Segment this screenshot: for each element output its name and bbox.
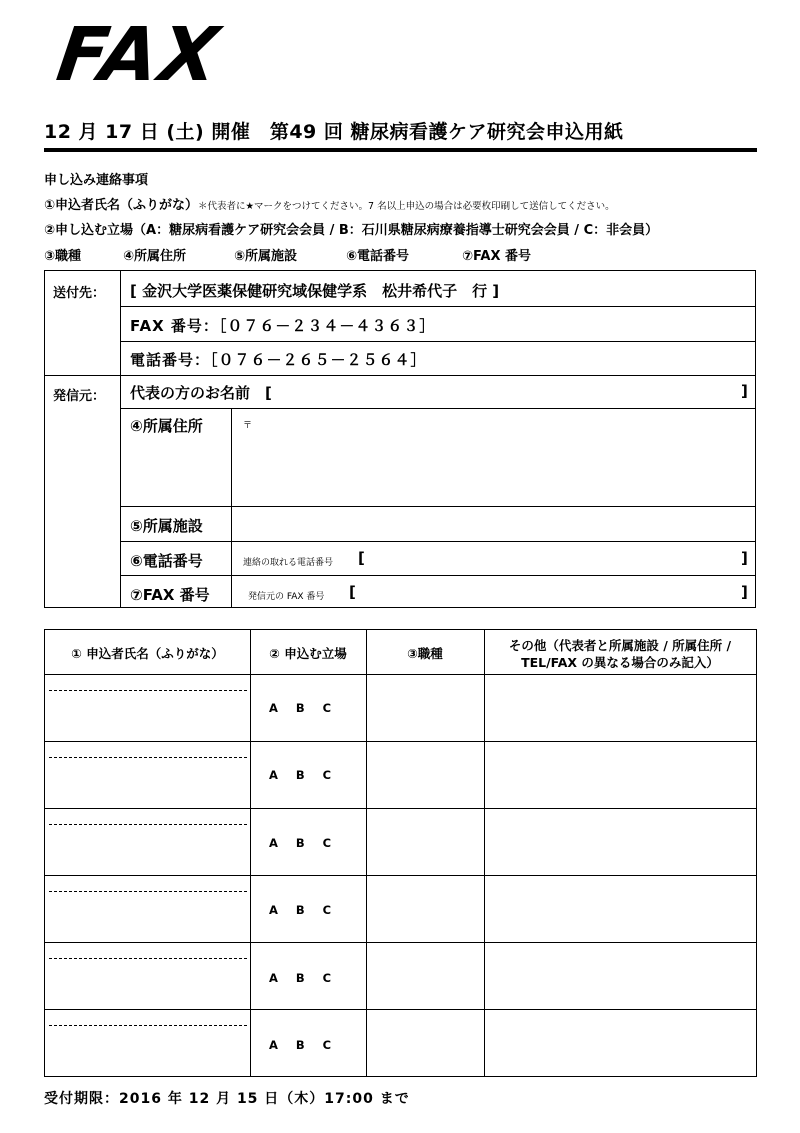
info-line-1-note: ＊代表者に★マークをつけてください。7 名以上申込の場合は必要枚印刷して送信してください。 <box>198 201 615 212</box>
address-label: ④所属住所 <box>130 417 203 435</box>
address-field[interactable] <box>233 409 755 505</box>
fax-label: ⑦FAX 番号 <box>130 586 210 604</box>
info-line-1-main: ①申込者氏名（ふりがな） <box>44 198 199 213</box>
phone-open-bracket: [ <box>358 549 365 567</box>
title-divider <box>44 148 757 152</box>
fax-open-bracket: [ <box>349 583 356 601</box>
recipient-tel: 電話番号：［０７６－２６５－２５６４］ <box>130 351 427 369</box>
position-options[interactable]: A B C <box>269 1038 332 1052</box>
position-options[interactable]: A B C <box>269 836 332 850</box>
position-options[interactable]: A B C <box>269 903 332 917</box>
phone-field[interactable] <box>370 542 738 574</box>
info-line-2: ②申し込む立場（A：糖尿病看護ケア研究会会員 / B：石川県糖尿病療養指導士研究会会員 / C：非会員） <box>44 223 659 238</box>
fax-close-bracket: ] <box>741 583 748 601</box>
col-header-occupation: ③職種 <box>407 646 443 661</box>
col-header-name: ① 申込者氏名（ふりがな） <box>71 646 224 661</box>
page-title: 12 月 17 日 (土) 開催 第49 回 糖尿病看護ケア研究会申込用紙 <box>44 121 624 143</box>
applicant-table <box>44 629 757 1077</box>
fax-logo: FAX <box>51 12 226 98</box>
deadline: 受付期限：2016 年 12 月 15 日（木）17:00 まで <box>44 1091 410 1107</box>
info-line-1 <box>44 194 615 213</box>
from-label: 発信元： <box>53 389 106 404</box>
sender-form <box>44 270 756 608</box>
phone-close-bracket: ] <box>741 549 748 567</box>
rep-name-field[interactable] <box>345 378 735 406</box>
position-options[interactable]: A B C <box>269 768 332 782</box>
info-item: ⑦FAX 番号 <box>462 249 532 264</box>
rep-name-label: 代表の方のお名前 [ <box>130 384 272 402</box>
send-to-address: [ 金沢大学医薬保健研究域保健学系 松井希代子 行 ] <box>130 282 500 300</box>
col-header-other-1: その他（代表者と所属施設 / 所属住所 / <box>508 638 732 653</box>
rep-name-close: ] <box>741 382 748 400</box>
phone-label: ⑥電話番号 <box>130 552 203 570</box>
fax-note: 発信元の FAX 番号 <box>248 592 325 602</box>
info-heading: 申し込み連絡事項 <box>44 173 149 188</box>
facility-label: ⑤所属施設 <box>130 517 203 535</box>
send-to-label: 送付先： <box>53 286 106 301</box>
info-item: ③職種 <box>44 249 82 264</box>
info-item: ④所属住所 <box>123 249 187 264</box>
col-header-other-2: TEL/FAX の異なる場合のみ記入） <box>521 655 719 670</box>
position-options[interactable]: A B C <box>269 701 332 715</box>
facility-field[interactable] <box>233 507 755 540</box>
col-header-position: ② 申込む立場 <box>269 646 347 661</box>
recipient-fax: FAX 番号：［０７６－２３４－４３６３］ <box>130 317 436 335</box>
fax-field[interactable] <box>361 576 738 607</box>
info-item: ⑤所属施設 <box>234 249 298 264</box>
position-options[interactable]: A B C <box>269 971 332 985</box>
postal-mark: 〒 <box>243 421 253 431</box>
info-item: ⑥電話番号 <box>346 249 410 264</box>
phone-note: 連絡の取れる電話番号 <box>243 558 334 568</box>
